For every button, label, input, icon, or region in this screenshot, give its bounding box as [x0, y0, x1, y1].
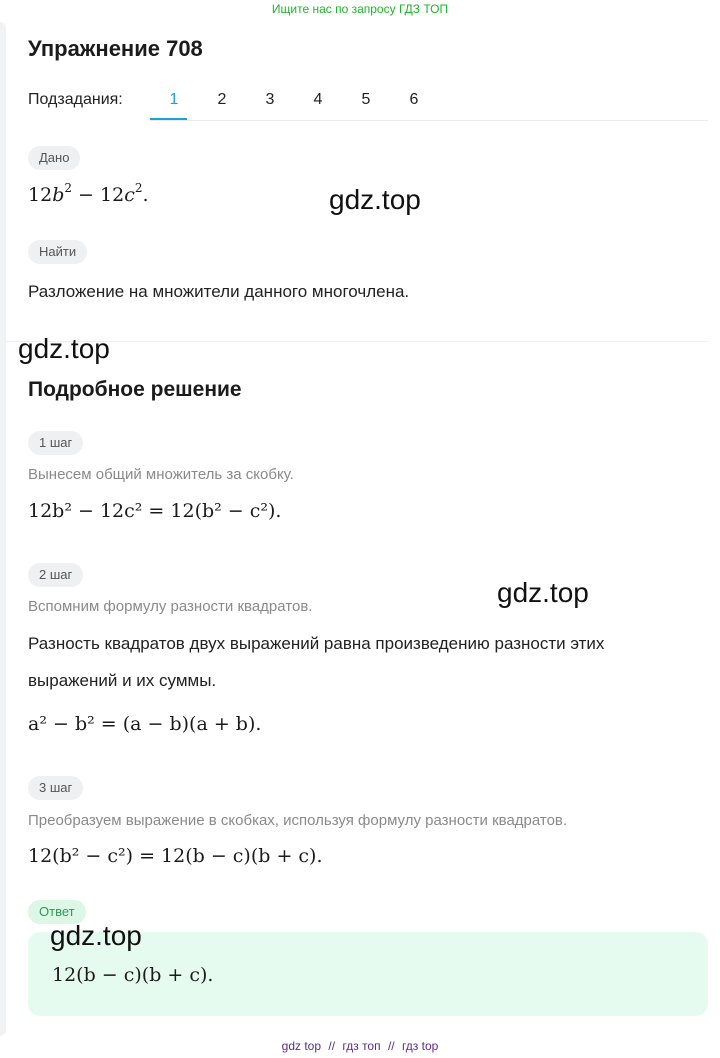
step-1-badge: 1 шаг	[28, 431, 83, 455]
watermark: gdz.top	[497, 577, 589, 608]
answer-formula: 12(b − c)(b + c).	[52, 964, 214, 986]
footer-link-gdz-top-mixed[interactable]: гдз top	[401, 1039, 439, 1053]
footer-link-gdz-top-ru[interactable]: гдз топ	[342, 1039, 381, 1053]
watermark: gdz.top	[329, 184, 421, 215]
step-3-badge: 3 шаг	[28, 776, 83, 800]
exercise-title: Упражнение 708	[28, 36, 203, 61]
tab-subtask-3[interactable]: 3	[265, 91, 275, 108]
tab-subtask-4[interactable]: 4	[313, 91, 323, 108]
answer-badge: Ответ	[28, 900, 86, 924]
step-2-hint: Вспомним формулу разности квадратов.	[28, 598, 313, 615]
top-banner[interactable]: Ищите нас по запросу ГДЗ ТОП	[271, 2, 449, 16]
find-badge: Найти	[28, 240, 87, 264]
footer-separator: //	[387, 1039, 395, 1053]
given-badge: Дано	[28, 146, 80, 170]
footer-separator: //	[328, 1039, 336, 1053]
footer-links	[0, 1039, 720, 1053]
tab-subtask-5[interactable]: 5	[361, 91, 371, 108]
step-2-text-line-2: выражений и их суммы.	[28, 671, 217, 690]
tab-subtask-2[interactable]: 2	[217, 91, 227, 108]
given-formula: $12b^2 - 12c^2$.	[28, 181, 149, 206]
tab-subtask-1[interactable]: 1	[150, 84, 198, 120]
find-text: Разложение на множители данного многочлена.	[28, 282, 410, 301]
section-divider	[6, 341, 708, 342]
subtasks-label: Подзадания:	[28, 91, 123, 108]
step-1-hint: Вынесем общий множитель за скобку.	[28, 466, 294, 483]
step-2-text-line-1: Разность квадратов двух выражений равна произведению разности этих	[28, 634, 605, 653]
footer-link-gdz-top[interactable]: gdz top	[281, 1039, 322, 1053]
left-rail	[0, 22, 6, 1036]
step-1-formula: 12b² − 12c² = 12(b² − c²).	[28, 500, 282, 522]
step-3-formula: 12(b² − c²) = 12(b − c)(b + c).	[28, 845, 323, 867]
step-3-hint: Преобразуем выражение в скобках, используя формулу разности квадратов.	[28, 812, 568, 829]
step-2-badge: 2 шаг	[28, 563, 83, 587]
watermark: gdz.top	[50, 920, 142, 951]
tab-subtask-6[interactable]: 6	[409, 91, 419, 108]
step-2-formula: a² − b² = (a − b)(a + b).	[28, 713, 262, 735]
watermark: gdz.top	[18, 333, 110, 364]
subtask-tabs	[150, 84, 438, 122]
solution-title: Подробное решение	[28, 378, 242, 401]
tabs-divider	[150, 120, 708, 121]
